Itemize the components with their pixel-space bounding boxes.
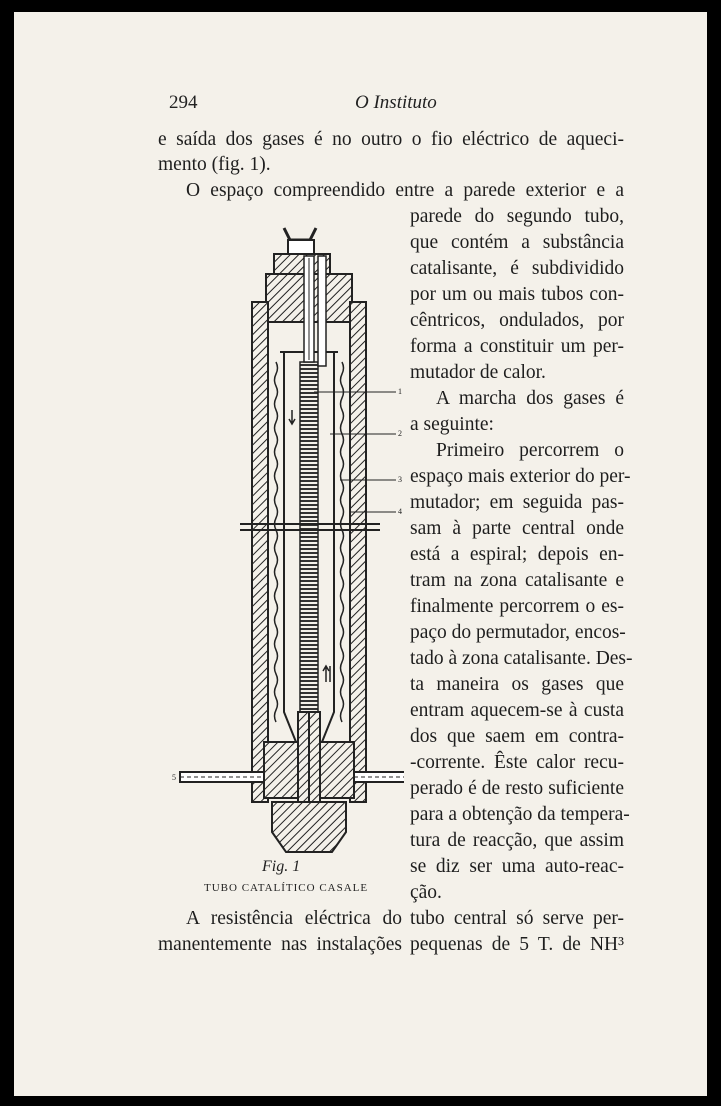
body-line: ção. (410, 882, 442, 903)
body-line: sam à parte central onde (410, 518, 624, 539)
body-line: e saída dos gases é no outro o fio eléctrico de aqueci- (158, 129, 624, 150)
leader-label-4: 4 (398, 507, 402, 516)
body-line: paço do permutador, encos- (410, 622, 626, 643)
body-line: tado à zona catalisante. Des- (410, 648, 633, 669)
body-line: perado é de resto suficiente (410, 778, 624, 799)
body-line: espaço mais exterior do per- (410, 466, 631, 487)
body-line: Primeiro percorrem o (436, 440, 624, 461)
body-line: se diz ser uma auto-reac- (410, 856, 624, 877)
book-page (14, 12, 707, 1096)
catalytic-tube-diagram (154, 212, 404, 872)
body-line: pequenas de 5 T. de NH³ (410, 934, 624, 955)
body-line: catalisante, é subdividido (410, 258, 624, 279)
body-line: dos que saem em contra- (410, 726, 624, 747)
page-header (169, 92, 623, 118)
body-line: A marcha dos gases é (436, 388, 624, 409)
body-line: mento (fig. 1). (158, 154, 271, 175)
body-line: tura de reacção, que assim (410, 830, 624, 851)
body-line: ta maneira os gases que (410, 674, 624, 695)
leader-label-1: 1 (398, 387, 402, 396)
figure-caption: TUBO CATALÍTICO CASALE (204, 882, 369, 894)
leader-label-2: 2 (398, 429, 402, 438)
body-line: mutador de calor. (410, 362, 546, 383)
page-number: 294 (169, 92, 198, 113)
body-line: está a espiral; depois en- (410, 544, 624, 565)
body-line: que contém a substância (410, 232, 624, 253)
body-line: A resistência eléctrica do (186, 908, 402, 929)
body-line: para a obtenção da tempera- (410, 804, 630, 825)
body-line: cêntricos, ondulados, por (410, 310, 624, 331)
body-line: manentemente nas instalações (158, 934, 402, 955)
body-line: por um ou mais tubos con- (410, 284, 624, 305)
figure-catalytic-tube (154, 212, 404, 872)
body-line: O espaço compreendido entre a parede exterior e a (186, 180, 624, 201)
body-line: tram na zona catalisante e (410, 570, 624, 591)
figure-label: Fig. 1 (262, 858, 301, 875)
body-line: entram aquecem-se à custa (410, 700, 624, 721)
body-line: -corrente. Êste calor recu- (410, 752, 624, 773)
body-line: finalmente percorrem o es- (410, 596, 624, 617)
body-line: mutador; em seguida pas- (410, 492, 624, 513)
running-title: O Instituto (355, 92, 437, 113)
body-line: tubo central só serve per- (410, 908, 624, 929)
leader-label-5: 5 (172, 773, 176, 782)
body-line: forma a constituir um per- (410, 336, 624, 357)
body-line: parede do segundo tubo, (410, 206, 624, 227)
body-line: a seguinte: (410, 414, 494, 435)
leader-label-3: 3 (398, 475, 402, 484)
